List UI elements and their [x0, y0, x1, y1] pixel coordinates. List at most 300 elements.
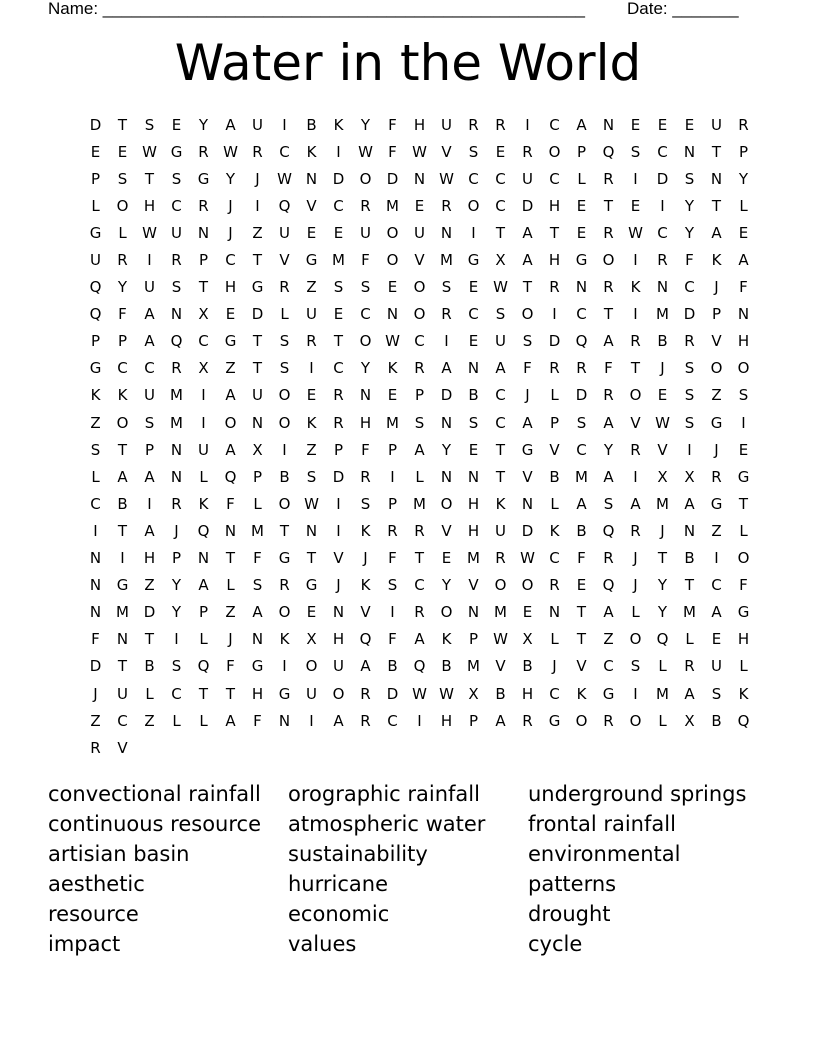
grid-letter: P	[738, 142, 749, 161]
grid-letter: W	[412, 684, 427, 703]
grid-letter: E	[657, 115, 668, 134]
grid-letter: Y	[360, 115, 371, 134]
grid-letter: T	[279, 521, 290, 540]
grid-letter: A	[603, 467, 614, 486]
grid-letter: A	[333, 711, 344, 730]
grid-letter: V	[711, 332, 722, 351]
grid-letter: O	[413, 278, 426, 297]
grid-letter: S	[360, 278, 371, 297]
grid-letter: X	[495, 251, 506, 270]
grid-letter: R	[279, 278, 290, 297]
worksheet-header	[48, 0, 748, 20]
grid-letter: R	[603, 278, 614, 297]
grid-letter: T	[198, 278, 209, 297]
grid-letter: C	[333, 359, 344, 378]
grid-letter: R	[414, 359, 425, 378]
grid-letter: W	[493, 278, 508, 297]
grid-letter: Q	[602, 576, 615, 595]
grid-letter: N	[467, 467, 480, 486]
grid-letter: W	[277, 169, 292, 188]
grid-letter: R	[360, 684, 371, 703]
grid-letter: S	[630, 657, 641, 676]
grid-letter: R	[360, 467, 371, 486]
grid-letter: N	[170, 467, 183, 486]
grid-letter: P	[198, 603, 209, 622]
grid-letter: H	[737, 630, 750, 649]
grid-letter: U	[171, 223, 182, 242]
grid-letter: A	[522, 223, 533, 242]
grid-letter: L	[739, 521, 748, 540]
grid-letter: F	[91, 630, 100, 649]
grid-letter: B	[549, 467, 560, 486]
grid-letter: O	[332, 684, 345, 703]
grid-letter: I	[309, 711, 314, 730]
grid-letter: W	[520, 549, 535, 568]
grid-letter: R	[441, 305, 452, 324]
grid-letter: S	[306, 467, 317, 486]
grid-letter: H	[143, 196, 156, 215]
grid-letter: W	[439, 684, 454, 703]
grid-letter: H	[737, 332, 750, 351]
grid-letter: S	[684, 386, 695, 405]
grid-letter: L	[631, 603, 640, 622]
grid-letter: V	[414, 251, 425, 270]
word-bank-item: aesthetic	[48, 872, 145, 896]
grid-letter: A	[603, 413, 614, 432]
grid-letter: K	[90, 386, 101, 405]
grid-letter: J	[660, 521, 665, 540]
grid-letter: F	[253, 549, 262, 568]
grid-letter: E	[468, 278, 479, 297]
grid-letter: D	[251, 305, 264, 324]
grid-letter: F	[685, 251, 694, 270]
grid-letter: N	[251, 630, 264, 649]
grid-letter: J	[174, 521, 179, 540]
grid-letter: A	[441, 359, 452, 378]
word-bank-item: patterns	[528, 872, 617, 896]
grid-letter: E	[630, 196, 641, 215]
grid-letter: G	[737, 467, 750, 486]
grid-letter: U	[414, 223, 425, 242]
word-bank-item: cycle	[528, 932, 583, 956]
grid-letter: Q	[602, 521, 615, 540]
grid-letter: E	[90, 142, 101, 161]
grid-letter: W	[304, 494, 319, 513]
grid-letter: T	[144, 169, 155, 188]
grid-letter: Y	[171, 603, 182, 622]
grid-letter: C	[333, 196, 344, 215]
grid-letter: C	[468, 169, 479, 188]
grid-letter: U	[495, 332, 506, 351]
grid-letter: I	[390, 603, 395, 622]
grid-letter: R	[684, 332, 695, 351]
grid-letter: Z	[225, 359, 236, 378]
grid-letter: D	[683, 305, 696, 324]
grid-letter: F	[226, 657, 235, 676]
grid-letter: Y	[657, 576, 668, 595]
grid-letter: T	[198, 684, 209, 703]
grid-letter: U	[117, 684, 128, 703]
grid-letter: U	[90, 251, 101, 270]
grid-letter: Y	[441, 440, 452, 459]
grid-letter: T	[576, 630, 587, 649]
grid-letter: I	[147, 494, 152, 513]
grid-letter: F	[388, 630, 397, 649]
grid-letter: L	[91, 467, 100, 486]
grid-letter: V	[549, 440, 560, 459]
grid-letter: S	[90, 440, 101, 459]
grid-letter: T	[603, 305, 614, 324]
grid-letter: U	[144, 278, 155, 297]
grid-letter: L	[550, 494, 559, 513]
grid-letter: X	[522, 630, 533, 649]
grid-letter: N	[305, 169, 318, 188]
grid-letter: E	[414, 196, 425, 215]
grid-letter: R	[306, 332, 317, 351]
grid-letter: E	[576, 196, 587, 215]
grid-letter: H	[548, 196, 561, 215]
grid-letter: O	[467, 196, 480, 215]
grid-letter: J	[255, 169, 260, 188]
word-bank-item: environmental	[528, 842, 681, 866]
grid-letter: A	[495, 359, 506, 378]
grid-letter: F	[226, 494, 235, 513]
grid-letter: O	[548, 142, 561, 161]
grid-letter: R	[576, 359, 587, 378]
grid-letter: R	[630, 521, 641, 540]
grid-letter: L	[253, 494, 262, 513]
grid-letter: J	[363, 549, 368, 568]
grid-letter: R	[630, 440, 641, 459]
grid-letter: S	[144, 115, 155, 134]
grid-letter: N	[683, 521, 696, 540]
grid-letter: P	[549, 413, 560, 432]
grid-letter: N	[224, 521, 237, 540]
grid-letter: G	[737, 603, 750, 622]
grid-letter: U	[441, 115, 452, 134]
grid-letter: C	[171, 196, 182, 215]
grid-letter: Y	[603, 440, 614, 459]
grid-letter: M	[251, 521, 264, 540]
grid-letter: T	[657, 549, 668, 568]
grid-letter: J	[714, 278, 719, 297]
grid-letter: N	[548, 603, 561, 622]
grid-letter: V	[279, 251, 290, 270]
grid-letter: V	[630, 413, 641, 432]
grid-letter: M	[656, 684, 669, 703]
grid-letter: M	[386, 413, 399, 432]
grid-letter: O	[386, 251, 399, 270]
grid-letter: F	[361, 440, 370, 459]
grid-letter: C	[225, 251, 236, 270]
grid-letter: T	[738, 494, 749, 513]
grid-letter: P	[387, 494, 398, 513]
grid-letter: Q	[89, 278, 102, 297]
grid-letter: L	[118, 223, 127, 242]
grid-letter: N	[575, 278, 588, 297]
grid-letter: I	[282, 115, 287, 134]
grid-letter: G	[224, 332, 237, 351]
grid-letter: T	[630, 359, 641, 378]
grid-letter: J	[228, 630, 233, 649]
grid-letter: F	[361, 251, 370, 270]
grid-letter: T	[576, 603, 587, 622]
grid-letter: C	[495, 169, 506, 188]
grid-letter: M	[440, 251, 453, 270]
grid-letter: R	[90, 738, 101, 757]
grid-letter: N	[89, 549, 102, 568]
grid-letter: I	[660, 196, 665, 215]
grid-letter: W	[142, 223, 157, 242]
grid-letter: D	[89, 657, 102, 676]
grid-letter: O	[737, 549, 750, 568]
grid-letter: I	[687, 440, 692, 459]
grid-letter: V	[657, 440, 668, 459]
grid-letter: O	[224, 413, 237, 432]
grid-letter: S	[684, 169, 695, 188]
grid-letter: I	[633, 169, 638, 188]
grid-letter: A	[252, 603, 263, 622]
grid-letter: A	[603, 603, 614, 622]
grid-letter: P	[90, 169, 101, 188]
grid-letter: A	[630, 494, 641, 513]
grid-letter: O	[116, 413, 129, 432]
grid-letter: B	[387, 657, 398, 676]
grid-letter: N	[440, 413, 453, 432]
grid-letter: E	[333, 223, 344, 242]
grid-letter: W	[385, 332, 400, 351]
grid-letter: L	[739, 657, 748, 676]
grid-letter: H	[467, 494, 480, 513]
word-bank-item: underground springs	[528, 782, 747, 806]
grid-letter: P	[711, 305, 722, 324]
grid-letter: W	[223, 142, 238, 161]
grid-letter: P	[468, 630, 479, 649]
grid-letter: I	[633, 467, 638, 486]
grid-letter: D	[143, 603, 156, 622]
grid-letter: E	[657, 386, 668, 405]
grid-letter: D	[656, 169, 669, 188]
word-bank-item: hurricane	[288, 872, 388, 896]
grid-letter: A	[603, 332, 614, 351]
grid-letter: E	[576, 576, 587, 595]
grid-letter: U	[144, 386, 155, 405]
grid-letter: R	[684, 657, 695, 676]
grid-letter: Z	[90, 413, 101, 432]
grid-letter: Q	[170, 332, 183, 351]
word-bank-item: frontal rainfall	[528, 812, 676, 836]
grid-letter: F	[739, 576, 748, 595]
grid-letter: R	[333, 413, 344, 432]
grid-letter: G	[89, 223, 102, 242]
grid-letter: M	[170, 413, 183, 432]
grid-letter: B	[144, 657, 155, 676]
grid-letter: G	[170, 142, 183, 161]
grid-letter: C	[576, 440, 587, 459]
grid-letter: A	[576, 494, 587, 513]
grid-letter: R	[603, 711, 614, 730]
grid-letter: S	[387, 576, 398, 595]
grid-letter: A	[144, 521, 155, 540]
grid-letter: A	[522, 251, 533, 270]
grid-letter: D	[575, 386, 588, 405]
grid-letter: B	[684, 549, 695, 568]
grid-letter: L	[685, 630, 694, 649]
grid-letter: T	[252, 359, 263, 378]
grid-letter: I	[525, 115, 530, 134]
grid-letter: J	[660, 359, 665, 378]
grid-letter: C	[549, 549, 560, 568]
grid-letter: O	[629, 386, 642, 405]
grid-letter: I	[444, 332, 449, 351]
grid-letter: E	[468, 332, 479, 351]
grid-letter: X	[198, 305, 209, 324]
grid-letter: I	[417, 711, 422, 730]
grid-letter: M	[116, 603, 129, 622]
grid-letter: T	[495, 223, 506, 242]
grid-letter: E	[522, 603, 533, 622]
grid-letter: U	[306, 684, 317, 703]
grid-letter: U	[306, 305, 317, 324]
grid-letter: H	[521, 684, 534, 703]
grid-letter: S	[576, 413, 587, 432]
grid-letter: H	[143, 549, 156, 568]
word-bank-item: impact	[48, 932, 121, 956]
grid-letter: C	[468, 305, 479, 324]
grid-letter: W	[142, 142, 157, 161]
grid-letter: K	[711, 251, 722, 270]
grid-letter: R	[441, 196, 452, 215]
grid-letter: R	[549, 278, 560, 297]
grid-letter: V	[333, 549, 344, 568]
grid-letter: D	[386, 684, 399, 703]
grid-letter: R	[387, 521, 398, 540]
grid-letter: A	[225, 440, 236, 459]
grid-letter: N	[170, 440, 183, 459]
grid-letter: R	[333, 386, 344, 405]
grid-letter: V	[495, 657, 506, 676]
grid-letter: B	[522, 657, 533, 676]
grid-letter: R	[252, 142, 263, 161]
grid-letter: G	[467, 251, 480, 270]
grid-letter: L	[226, 576, 235, 595]
grid-letter: S	[333, 278, 344, 297]
grid-letter: D	[332, 467, 345, 486]
grid-letter: M	[413, 494, 426, 513]
grid-letter: T	[711, 142, 722, 161]
grid-letter: V	[441, 521, 452, 540]
grid-letter: S	[495, 305, 506, 324]
grid-letter: Z	[306, 278, 317, 297]
grid-letter: M	[575, 467, 588, 486]
grid-letter: S	[279, 332, 290, 351]
grid-letter: T	[306, 549, 317, 568]
grid-letter: T	[414, 549, 425, 568]
grid-letter: I	[174, 630, 179, 649]
word-bank-item: orographic rainfall	[288, 782, 480, 806]
grid-letter: V	[576, 657, 587, 676]
grid-letter: T	[117, 657, 128, 676]
grid-letter: O	[359, 332, 372, 351]
grid-letter: S	[360, 494, 371, 513]
grid-letter: I	[282, 657, 287, 676]
grid-letter: S	[414, 413, 425, 432]
grid-letter: S	[171, 169, 182, 188]
grid-letter: C	[657, 223, 668, 242]
grid-letter: N	[89, 603, 102, 622]
grid-letter: Y	[441, 576, 452, 595]
grid-letter: P	[171, 549, 182, 568]
grid-letter: F	[388, 549, 397, 568]
grid-letter: O	[629, 711, 642, 730]
grid-letter: C	[387, 711, 398, 730]
grid-letter: L	[415, 467, 424, 486]
grid-letter: I	[201, 386, 206, 405]
grid-letter: G	[197, 169, 210, 188]
grid-letter: J	[525, 386, 530, 405]
grid-letter: T	[225, 684, 236, 703]
grid-letter: N	[251, 413, 264, 432]
grid-letter: G	[89, 359, 102, 378]
grid-letter: A	[684, 494, 695, 513]
grid-letter: K	[198, 494, 209, 513]
word-bank-item: convectional rainfall	[48, 782, 261, 806]
grid-letter: O	[413, 305, 426, 324]
grid-letter: S	[468, 142, 479, 161]
grid-letter: R	[198, 196, 209, 215]
grid-letter: O	[278, 603, 291, 622]
grid-letter: C	[495, 413, 506, 432]
grid-letter: C	[684, 278, 695, 297]
grid-letter: M	[386, 196, 399, 215]
date-field-label: Date: _______	[627, 0, 739, 18]
grid-letter: U	[252, 386, 263, 405]
grid-letter: K	[738, 684, 749, 703]
grid-letter: N	[278, 711, 291, 730]
grid-letter: N	[332, 603, 345, 622]
grid-letter: J	[336, 576, 341, 595]
grid-letter: R	[468, 115, 479, 134]
grid-letter: O	[278, 494, 291, 513]
grid-letter: Q	[413, 657, 426, 676]
grid-letter: N	[467, 359, 480, 378]
grid-letter: O	[440, 603, 453, 622]
grid-letter: Z	[90, 711, 101, 730]
grid-letter: O	[386, 223, 399, 242]
grid-letter: G	[548, 711, 561, 730]
grid-letter: O	[278, 413, 291, 432]
grid-letter: T	[522, 278, 533, 297]
grid-letter: G	[710, 494, 723, 513]
grid-letter: L	[280, 305, 289, 324]
grid-letter: Z	[252, 223, 263, 242]
grid-letter: S	[252, 576, 263, 595]
grid-letter: N	[737, 305, 750, 324]
grid-letter: Q	[359, 630, 372, 649]
grid-letter: K	[117, 386, 128, 405]
grid-letter: R	[495, 549, 506, 568]
grid-letter: G	[251, 657, 264, 676]
grid-letter: N	[656, 278, 669, 297]
grid-letter: A	[711, 223, 722, 242]
grid-letter: B	[711, 711, 722, 730]
grid-letter: N	[170, 305, 183, 324]
grid-letter: K	[360, 521, 371, 540]
grid-letter: L	[550, 630, 559, 649]
grid-letter: P	[468, 711, 479, 730]
grid-letter: R	[360, 711, 371, 730]
grid-letter: A	[225, 386, 236, 405]
